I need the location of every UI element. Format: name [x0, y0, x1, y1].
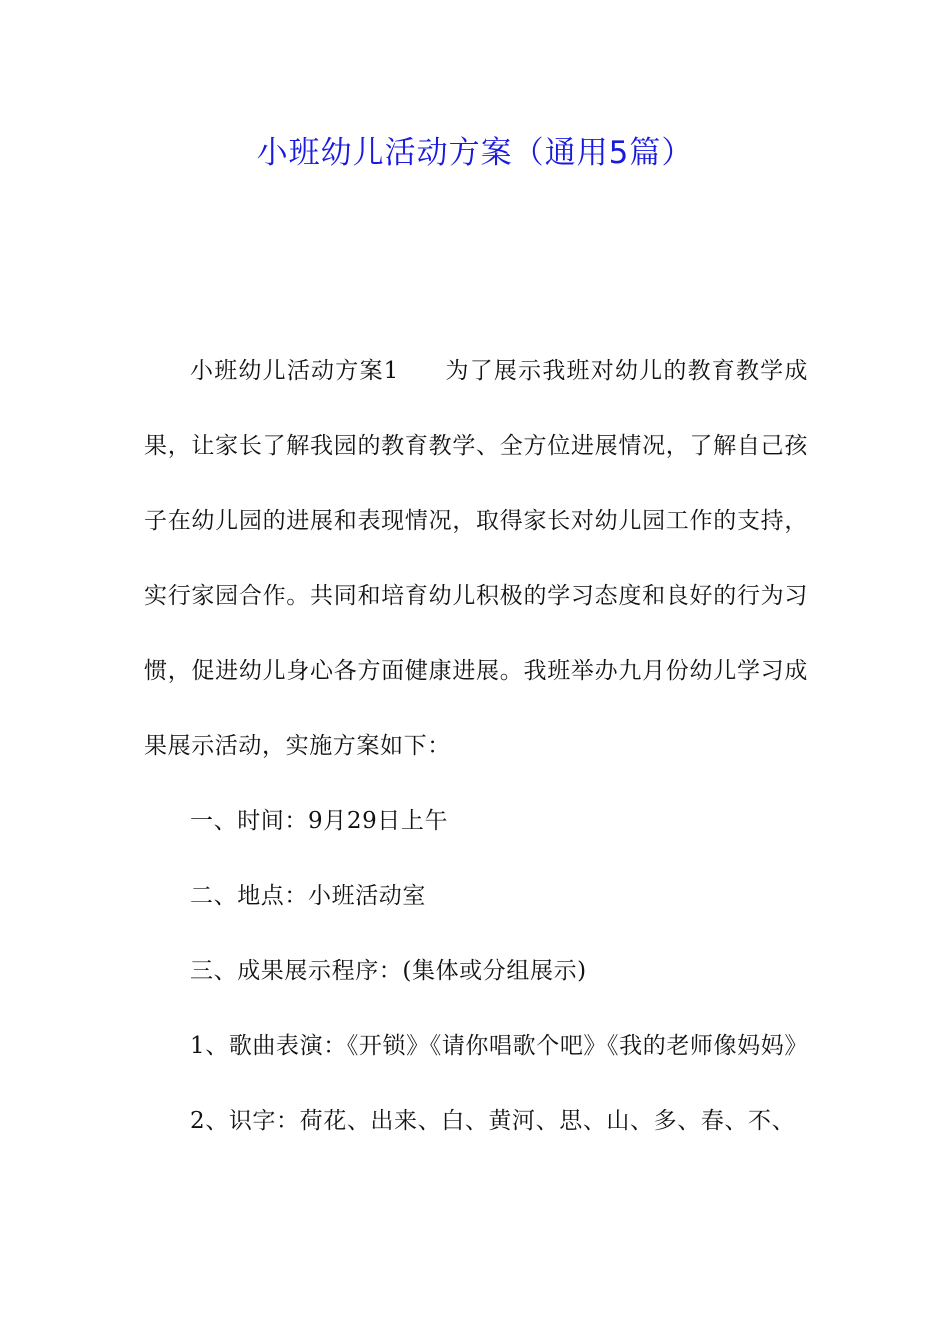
procedure-item: 三、成果展示程序：(集体或分组展示): [190, 958, 587, 984]
intro-paragraph: [144, 334, 808, 784]
document-title: 小班幼儿活动方案（通用5篇）: [256, 135, 694, 171]
location-item: 二、地点：小班活动室: [190, 883, 426, 909]
song-performance-item: 1、歌曲表演：《开锁》《请你唱歌个吧》《我的老师像妈妈》: [190, 1033, 808, 1059]
document-body: [144, 334, 808, 1159]
section-heading: 小班幼儿活动方案1: [190, 358, 399, 384]
intro-text: 为了展示我班对幼儿的教育教学成果，让家长了解我园的教育教学、全方位进展情况，了解自己孩子在幼儿园的进展和表现情况，取得家长对幼儿园工作的支持，实行家园合作。共同和培育幼儿积极的学习态度和良好的行为习惯，促进幼儿身心各方面健康进展。我班举办九月份幼儿学习成果展示活动，实施方案如下：: [144, 358, 808, 759]
character-recognition-item: 2、识字：荷花、出来、白、黄河、思、山、多、春、不、: [190, 1108, 796, 1134]
time-item: 一、时间：9月29日上午: [190, 808, 449, 834]
